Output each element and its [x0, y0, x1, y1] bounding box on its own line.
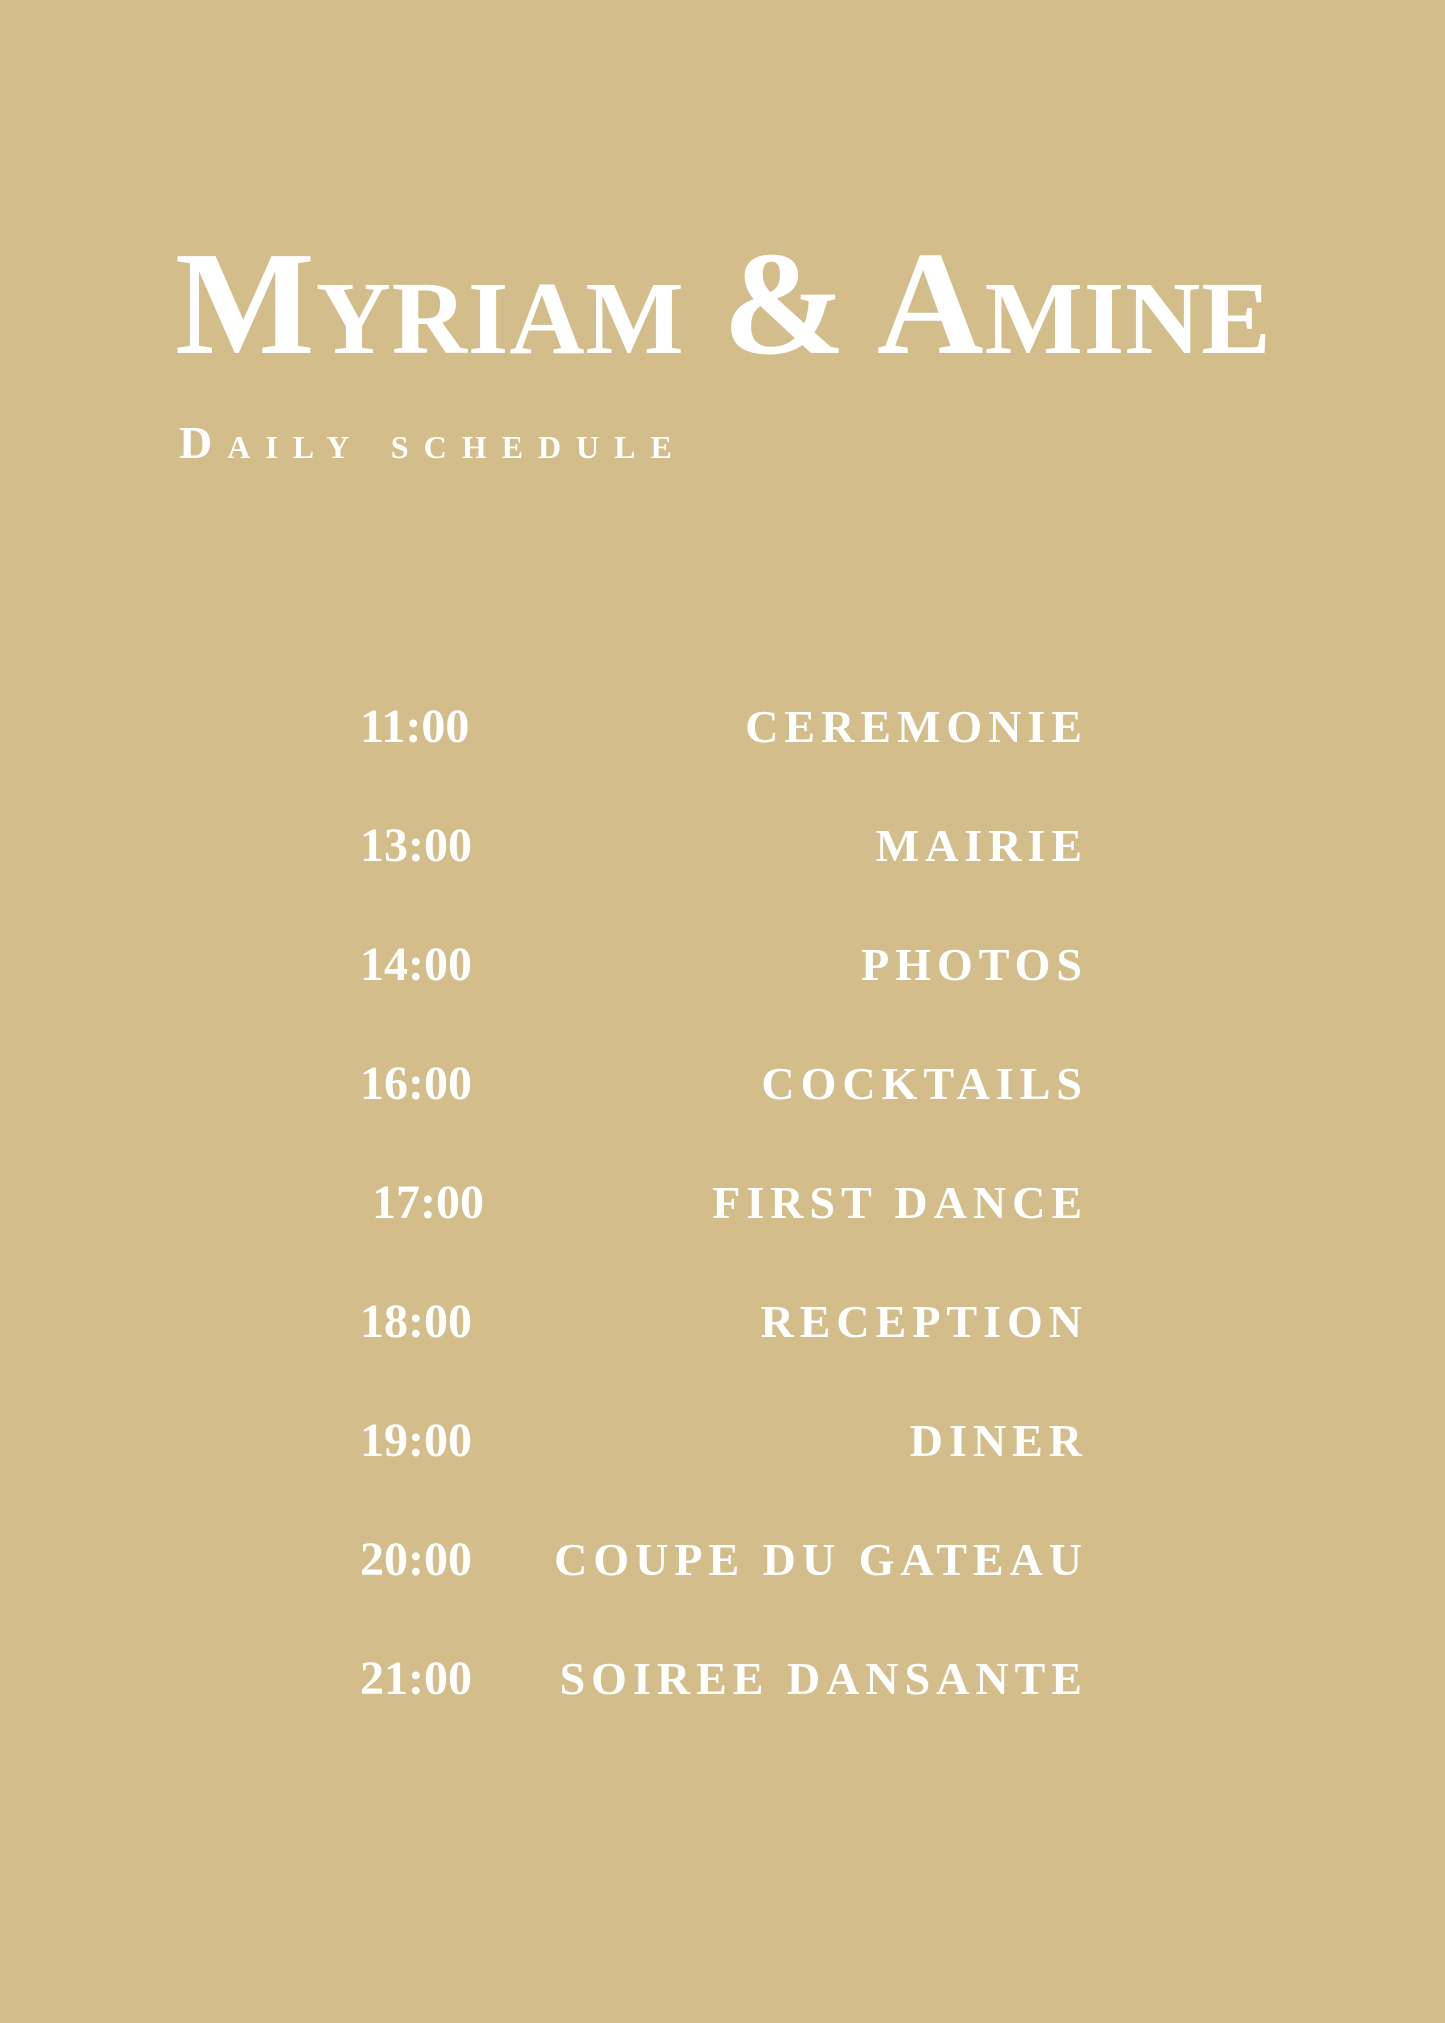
- schedule-event: MAIRIE: [875, 820, 1088, 871]
- schedule-time: 18:00: [360, 1295, 472, 1348]
- schedule-time: 14:00: [360, 938, 472, 991]
- schedule-event: COCKTAILS: [761, 1058, 1088, 1109]
- schedule-time: 16:00: [360, 1057, 472, 1110]
- schedule-event: RECEPTION: [760, 1296, 1088, 1347]
- schedule-time: 19:00: [360, 1414, 472, 1467]
- schedule-event: COUPE DU GATEAU: [554, 1534, 1088, 1585]
- schedule-event: PHOTOS: [861, 939, 1088, 990]
- schedule-row: [360, 1532, 1088, 1651]
- schedule-row: [360, 1294, 1088, 1413]
- card-header: [175, 222, 1325, 468]
- schedule-row: [360, 1175, 1088, 1294]
- schedule-list: [360, 699, 1088, 1770]
- schedule-row: [360, 699, 1088, 818]
- schedule-time: 20:00: [360, 1533, 472, 1586]
- schedule-row: [360, 1056, 1088, 1175]
- schedule-event: DINER: [909, 1415, 1088, 1466]
- schedule-row: [360, 1413, 1088, 1532]
- schedule-time: 17:00: [372, 1176, 484, 1229]
- schedule-time: 11:00: [360, 700, 470, 753]
- schedule-subtitle: Daily schedule: [179, 417, 687, 468]
- schedule-event: SOIREE DANSANTE: [559, 1653, 1088, 1704]
- schedule-time: 13:00: [360, 819, 472, 872]
- schedule-time: 21:00: [360, 1652, 472, 1705]
- schedule-row: [360, 1651, 1088, 1770]
- schedule-row: [360, 937, 1088, 1056]
- schedule-event: CEREMONIE: [745, 701, 1088, 752]
- schedule-row: [360, 818, 1088, 937]
- couple-names-title: Myriam & Amine: [175, 222, 1272, 386]
- schedule-event: FIRST DANCE: [712, 1177, 1088, 1228]
